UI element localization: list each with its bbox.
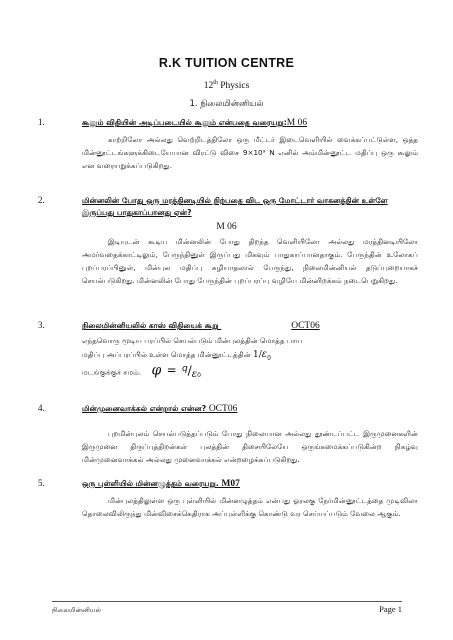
grade-suffix: th: [213, 80, 218, 86]
fraction-one-over: 1/: [253, 350, 262, 360]
phi-symbol: φ: [151, 362, 162, 379]
gauss-formula: $\varphi = ^q/_{\varepsilon 0}$: [151, 362, 201, 380]
question-text: மின்முனைவாக்கல் என்றால் என்ன?: [82, 404, 207, 413]
question-number: 1.: [38, 117, 45, 127]
answer-3-line3: [82, 363, 418, 382]
question-number: 5.: [38, 478, 45, 488]
page-number: Page 1: [379, 604, 402, 614]
answer-text: மடங்குக்குச் சமம்.: [82, 367, 142, 377]
footer-divider: [52, 601, 402, 602]
question-title: [82, 320, 412, 332]
footer-chapter: நிலைமின்னியல்: [52, 606, 102, 614]
charge-symbol: q: [181, 364, 188, 374]
question-number: 3.: [38, 320, 45, 330]
answer-5: மின்புலத்திலுள்ள ஒரு புள்ளியில் மின்னழுத்தம் என்பது ஓரலகு நேர்மின்னூட்டத்தை முடிவிலா தொலைவிலிருந்து மின்விசைக்கெதிராக அப்புள்ளிக்கு கொண்டு வர செய்யப்படும் வேலை ஆகும்.: [82, 496, 418, 518]
inverse-epsilon: [253, 350, 271, 360]
grade-number: 12: [203, 81, 214, 92]
centre-title: R.K TUITION CENTRE: [158, 56, 295, 70]
answer-text: மதிப்பு அப்பரப்பில் உள்ள மொத்த மின்னூட்டத்தின்: [82, 350, 251, 359]
question-number: 4.: [38, 403, 45, 413]
exam-code: M07: [221, 479, 240, 489]
answer-1: காற்றிலோ அல்லது வெற்றிடத்திலோ ஒரு மீட்டர் இடைவெளியில் வைக்கப்பட்டுள்ள, ஒத்த மின்னூட்டங்களுக்கிடையேயான விரட்டு விசை 9×10⁹ N எனில் அம்மின்னூட்ட மதிப்பு ஒரு கூலும் என வரையறுக்கப்படுகிறது.: [82, 135, 418, 170]
class-subject: [0, 80, 453, 91]
exam-code: OCT06: [208, 404, 238, 414]
subject-name: Physics: [220, 81, 250, 92]
epsilon-subscript: 0: [197, 371, 201, 379]
question-text: ஒரு புள்ளியில் மின்னழுத்தம் வரையறு.: [82, 479, 219, 488]
answer-3-line1: எந்தவொரு மூடிய பரப்பில் செயல்படும் மின்புலத்தின் மொத்த பாய: [82, 336, 303, 345]
question-title: [82, 478, 412, 490]
question-text: நிலைமின்னியலில் காஸ் விதியைக் கூறு: [82, 321, 219, 330]
question-title: மின்னலின் போது ஒரு மரத்தினடியில் நிற்பதை விட ஒரு மோட்டார் வாகனத்தின் உள்ளே இருப்பது பாதுகாப்பானது ஏன்?: [82, 196, 388, 217]
epsilon-subscript: 0: [267, 354, 271, 362]
answer-4: புறமின்புலம் செயல்படுத்தப்படும் போது நிலையான அல்லது தூண்டப்பட்ட இருமுனைகளின் இருமுனை திருப்புத்திறன்கள் புலத்தின் திசையிலேயே ஒருங்கமைக்கப்படுகின்ற நிகழ்வு மின்முனைவாக்கல் அல்லது முனைவாக்கல் என்றழைக்கப்படுகிறது.: [82, 429, 418, 464]
chapter-title: 1. நிலைமின்னியல்: [189, 99, 264, 109]
epsilon-symbol: ε: [261, 349, 268, 360]
equals-sign: =: [166, 363, 177, 378]
question-title: [82, 117, 412, 129]
exam-code: M 06: [216, 222, 237, 232]
question-text: கூலும் விதியின் அடிப்படையில் கூலும் என்பதை வரையறு:: [82, 118, 287, 127]
answer-2: இடியுடன் கூடிய மின்னலின் போது திறந்த வெளியிலோ அல்லது மரத்தினடியிலோ அமர்வதைக்காட்டிலும், பேருந்தினுள் இருப்பது மிகவும் பாதுகாப்பானதாகும். பேருந்தின் உலோகப் புறப்பரப்பினுள், மின்புல மதிப்பு சுழியாதலால் பேருந்து, நிலைமின்னியல் தடுப்புறையாகச் செயல்படுகிறது. மின்னலின் போது பேருந்தின் புறப்பரப்பு வழியே மின்னிறக்கம் நடைபெறுகிறது.: [82, 237, 418, 285]
exam-code: M 06: [286, 118, 308, 128]
question-number: 2.: [38, 195, 45, 205]
epsilon-symbol: ε: [191, 368, 198, 380]
exam-code: OCT06: [291, 321, 320, 331]
question-title: [82, 403, 412, 415]
